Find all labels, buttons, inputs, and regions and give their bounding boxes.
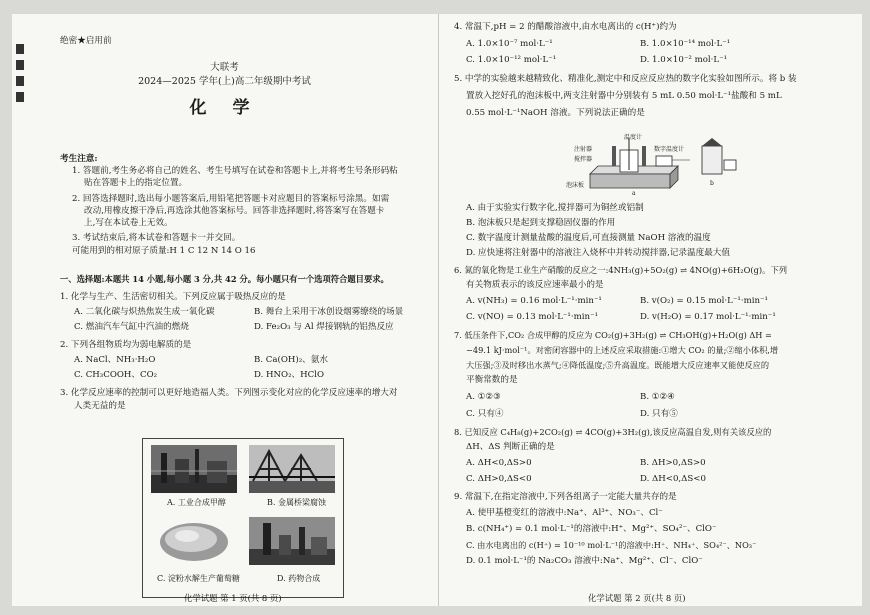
q3-caption-c: C. 淀粉水解生产葡萄糖 — [157, 574, 240, 583]
label-syringe: 注射器 — [574, 146, 593, 153]
question-7-cont: −49.1 kJ·mol⁻¹。对密闭容器中的上述反应采取措施:①增大 CO₂ 的量;②缩小体积,增 — [466, 345, 779, 355]
q6-option-d: D. v(H₂O) = 0.17 mol·L⁻¹·min⁻¹ — [640, 312, 776, 322]
label-b: b — [710, 180, 714, 187]
q1-option-a: A. 二氧化碳与炽热焦炭生成一氧化碳 — [74, 307, 215, 317]
confidential-mark: 绝密★启用前 — [60, 36, 112, 46]
q9-option-d: D. 0.1 mol·L⁻¹的 Na₂CO₃ 溶液中:Na⁺、Mg²⁺、Cl⁻、ClO⁻ — [466, 556, 703, 566]
q1-option-d: D. Fe₂O₃ 与 Al 焊接钢轨的铝热反应 — [254, 322, 394, 332]
q5-option-d: D. 应快速将注射器中的溶液注入烧杯中并转动搅拌器,记录温度最大值 — [466, 248, 730, 258]
q3-caption-b: B. 金属桥梁腐蚀 — [267, 498, 326, 507]
q3-caption-a: A. 工业合成甲醇 — [167, 498, 226, 507]
page-fold — [438, 14, 439, 606]
calorimeter-diagram — [560, 136, 760, 196]
q3-figure-grid — [142, 438, 344, 598]
notice-line: 上,写在本试卷上无效。 — [84, 218, 173, 228]
q8-option-b: B. ΔH>0,ΔS>0 — [640, 458, 706, 468]
notice-line: 改动,用橡皮擦干净后,再选涂其他答案标号。回答非选择题时,将答案写在答题卡 — [84, 206, 385, 216]
notice-line: 可能用到的相对原子质量:H 1 C 12 N 14 O 16 — [72, 246, 256, 256]
q4-option-c: C. 1.0×10⁻¹² mol·L⁻¹ — [466, 55, 557, 65]
q7-option-c: C. 只有④ — [466, 409, 504, 419]
exam-sheet — [12, 14, 862, 606]
q4-option-a: A. 1.0×10⁻⁷ mol·L⁻¹ — [466, 39, 553, 49]
q5-option-c: C. 数字温度计测量盐酸的温度后,可直接测量 NaOH 溶液的温度 — [466, 233, 711, 243]
section-heading: 一、选择题:本题共 14 小题,每小题 3 分,共 42 分。每小题只有一个选项符合题目要求。 — [60, 274, 389, 284]
notice-line: 贴在答题卡上的指定位置。 — [84, 178, 188, 188]
notice-line: 2. 回答选择题时,选出每小题答案后,用铅笔把答题卡对应题目的答案标号涂黑。如需 — [72, 194, 390, 204]
q2-option-c: C. CH₃COOH、CO₂ — [74, 370, 158, 380]
q4-option-d: D. 1.0×10⁻² mol·L⁻¹ — [640, 55, 728, 65]
question-6-cont: 有关物质表示的该反应速率最小的是 — [466, 280, 604, 290]
q9-option-a: A. 使甲基橙变红的溶液中:Na⁺、Al³⁺、NO₃⁻、Cl⁻ — [466, 508, 663, 518]
page-1 — [12, 14, 437, 606]
question-8: 8. 已知反应 C₄H₈(g)+2CO₂(g) ⇌ 4CO(g)+3H₂(g),该反应高温自发,则有关该反应的 — [454, 427, 772, 437]
q2-option-d: D. HNO₂、HClO — [254, 370, 325, 380]
question-5-cont: 0.55 mol·L⁻¹NaOH 溶液。下列说法正确的是 — [466, 108, 645, 118]
q3-caption-d: D. 药物合成 — [277, 574, 321, 583]
question-4: 4. 常温下,pH = 2 的醋酸溶液中,由水电离出的 c(H⁺)约为 — [454, 22, 677, 32]
q2-option-a: A. NaCl、NH₃·H₂O — [74, 355, 156, 365]
q6-option-a: A. v(NH₃) = 0.16 mol·L⁻¹·min⁻¹ — [466, 296, 602, 306]
q1-option-b: B. 舞台上采用干冰创设烟雾缭绕的场景 — [254, 307, 404, 317]
q6-option-b: B. v(O₂) = 0.15 mol·L⁻¹·min⁻¹ — [640, 296, 768, 306]
q9-option-b: B. c(NH₄⁺) = 0.1 mol·L⁻¹的溶液中:H⁺、Mg²⁺、SO₄²⁻、ClO⁻ — [466, 524, 717, 534]
notice-line: 1. 答题前,考生务必将自己的姓名、考生号填写在试卷和答题卡上,并将考生号条形码粘 — [72, 166, 398, 176]
q6-option-c: C. v(NO) = 0.13 mol·L⁻¹·min⁻¹ — [466, 312, 599, 322]
label-digital-thermometer: 数字温度计 — [654, 146, 685, 153]
question-2: 2. 下列各组物质均为弱电解质的是 — [60, 340, 192, 350]
q8-option-c: C. ΔH>0,ΔS<0 — [466, 474, 532, 484]
q7-option-b: B. ①②④ — [640, 392, 675, 402]
label-foam-board: 泡沫板 — [566, 182, 585, 189]
subject-title: 化 学 — [189, 98, 260, 118]
notice-line: 3. 考试结束后,将本试卷和答题卡一并交回。 — [72, 233, 241, 243]
q8-option-d: D. ΔH<0,ΔS<0 — [640, 474, 706, 484]
question-8-cont: ΔH、ΔS 判断正确的是 — [466, 442, 555, 452]
page-footer: 化学试题 第 2 页(共 8 页) — [588, 593, 686, 603]
photo-drug-plant — [249, 517, 335, 565]
question-7-cont: 大压强;③及时移出水蒸气;④降低温度;⑤升高温度。既能增大反应速率又能使反应的 — [466, 360, 770, 370]
q5-option-a: A. 由于实验实行数字化,搅拌器可为铜丝或铝制 — [466, 203, 644, 213]
page-2 — [440, 14, 862, 606]
label-thermometer: 温度计 — [624, 134, 643, 141]
photo-methanol-plant — [151, 445, 237, 493]
question-1: 1. 化学与生产、生活密切相关。下列反应属于吸热反应的是 — [60, 292, 286, 302]
q8-option-a: A. ΔH<0,ΔS>0 — [466, 458, 532, 468]
q7-option-a: A. ①②③ — [466, 392, 501, 402]
q1-option-c: C. 燃油汽车气缸中汽油的燃烧 — [74, 322, 189, 332]
question-5: 5. 中学的实验越来越精致化、精准化,测定中和反应反应热的数字化实验如图所示。将 b 装 — [454, 74, 797, 84]
question-3: 3. 化学反应速率的控制可以更好地造福人类。下列图示变化对应的化学反应速率的增大对 — [60, 388, 398, 398]
question-6: 6. 氮的氧化物是工业生产硝酸的反应之一:4NH₃(g)+5O₂(g) ⇌ 4NO(g)+6H₂O(g)。下列 — [454, 265, 788, 275]
notice-title: 考生注意: — [60, 154, 98, 164]
exam-title: 2024—2025 学年(上)高二年级期中考试 — [138, 76, 311, 87]
exam-org: 大联考 — [210, 62, 239, 73]
page-footer: 化学试题 第 1 页(共 8 页) — [184, 593, 282, 603]
q7-option-d: D. 只有⑤ — [640, 409, 678, 419]
q2-option-b: B. Ca(OH)₂、氨水 — [254, 355, 328, 365]
photo-starch — [151, 517, 237, 565]
question-5-cont: 置放入挖好孔的泡沫板中,两支注射器中分别装有 5 mL 0.50 mol·L⁻¹盐酸和 5 mL — [466, 91, 782, 101]
label-stirrer: 搅拌器 — [574, 156, 593, 163]
label-a: a — [632, 190, 636, 197]
q9-option-c: C. 由水电离出的 c(H⁺) = 10⁻¹⁰ mol·L⁻¹的溶液中:H⁺、NH₄⁺、SO₄²⁻、NO₃⁻ — [466, 540, 757, 550]
question-3-cont: 人类无益的是 — [74, 401, 126, 411]
question-9: 9. 常温下,在指定溶液中,下列各组离子一定能大量共存的是 — [454, 492, 677, 502]
photo-bridge — [249, 445, 335, 493]
q4-option-b: B. 1.0×10⁻¹⁴ mol·L⁻¹ — [640, 39, 731, 49]
question-7-cont: 平衡常数的是 — [466, 375, 518, 385]
question-7: 7. 低压条件下,CO₂ 合成甲醇的反应为 CO₂(g)+3H₂(g) ⇌ CH₃OH(g)+H₂O(g) ΔH = — [454, 330, 772, 340]
q5-option-b: B. 泡沫板只是起到支撑稳固仪器的作用 — [466, 218, 616, 228]
